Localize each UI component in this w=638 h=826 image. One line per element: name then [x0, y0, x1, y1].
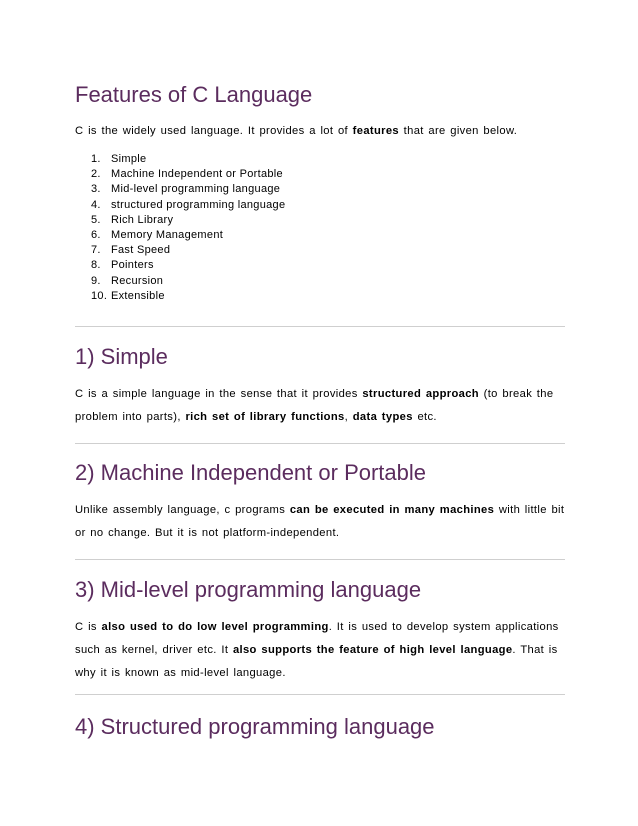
text-run: etc.: [412, 411, 437, 423]
bold-run: data types: [352, 411, 413, 423]
intro-bold-features: features: [352, 125, 399, 137]
section-divider: [75, 694, 565, 695]
list-label: Rich Library: [111, 213, 174, 226]
list-item: [91, 228, 285, 243]
text-run: Unlike assembly language, c programs: [75, 504, 290, 516]
bold-run: structured approach: [362, 388, 479, 400]
bold-run: rich set of library functions: [185, 411, 345, 423]
list-label: Fast Speed: [111, 244, 171, 257]
list-number: 10.: [91, 289, 108, 302]
list-number: 2.: [91, 168, 101, 181]
features-list: [91, 152, 285, 304]
section-heading-simple: 1) Simple: [75, 344, 168, 369]
text-run: with little bit or no change. But it is not platform-independent.: [75, 504, 565, 539]
intro-text-2: that are given below.: [399, 125, 518, 137]
list-item: [91, 167, 285, 182]
section-paragraph-midlevel: [75, 616, 565, 685]
section-divider: [75, 559, 565, 560]
bold-run: can be executed in many machines: [289, 504, 495, 516]
page-title: Features of C Language: [75, 82, 313, 107]
text-run: . It is used to develop system applications such as kernel, driver etc. It: [75, 621, 559, 656]
list-item: [91, 274, 285, 289]
list-item: [91, 198, 285, 213]
text-run: (to break the problem into parts),: [75, 388, 554, 423]
section-heading-midlevel: 3) Mid-level programming language: [75, 577, 422, 602]
section-heading-structured: 4) Structured programming language: [75, 714, 435, 739]
bold-run: also used to do low level programming: [101, 621, 329, 633]
list-number: 9.: [91, 274, 101, 287]
section-paragraph-portable: [75, 499, 565, 545]
list-number: 5.: [91, 213, 101, 226]
list-label: Simple: [111, 153, 147, 165]
list-label: structured programming language: [111, 198, 286, 211]
list-item: [91, 289, 285, 304]
section-paragraph-simple: [75, 383, 565, 429]
list-number: 1.: [91, 153, 101, 165]
list-label: Pointers: [111, 259, 154, 272]
list-number: 6.: [91, 228, 101, 241]
list-item: [91, 152, 285, 167]
text-run: C is: [75, 621, 102, 633]
list-item: [91, 258, 285, 273]
text-run: C is a simple language in the sense that it provides: [75, 388, 363, 400]
text-run: ,: [344, 411, 353, 423]
list-label: Machine Independent or Portable: [111, 168, 283, 181]
list-number: 8.: [91, 259, 101, 272]
intro-text-1: C is the widely used language. It provides a lot of: [75, 125, 353, 137]
list-number: 4.: [91, 198, 101, 211]
section-heading-portable: 2) Machine Independent or Portable: [75, 460, 427, 485]
bold-run: also supports the feature of high level language: [232, 644, 513, 656]
list-label: Extensible: [111, 289, 165, 302]
intro-paragraph: [75, 120, 565, 143]
list-label: Mid-level programming language: [111, 183, 281, 196]
text-run: . That is why it is known as mid-level language.: [75, 644, 558, 679]
list-item: [91, 182, 285, 197]
list-label: Memory Management: [111, 228, 224, 241]
section-divider: [75, 443, 565, 444]
list-number: 3.: [91, 183, 101, 196]
list-number: 7.: [91, 244, 101, 257]
list-label: Recursion: [111, 274, 164, 287]
section-divider: [75, 326, 565, 327]
list-item: [91, 243, 285, 258]
list-item: [91, 213, 285, 228]
